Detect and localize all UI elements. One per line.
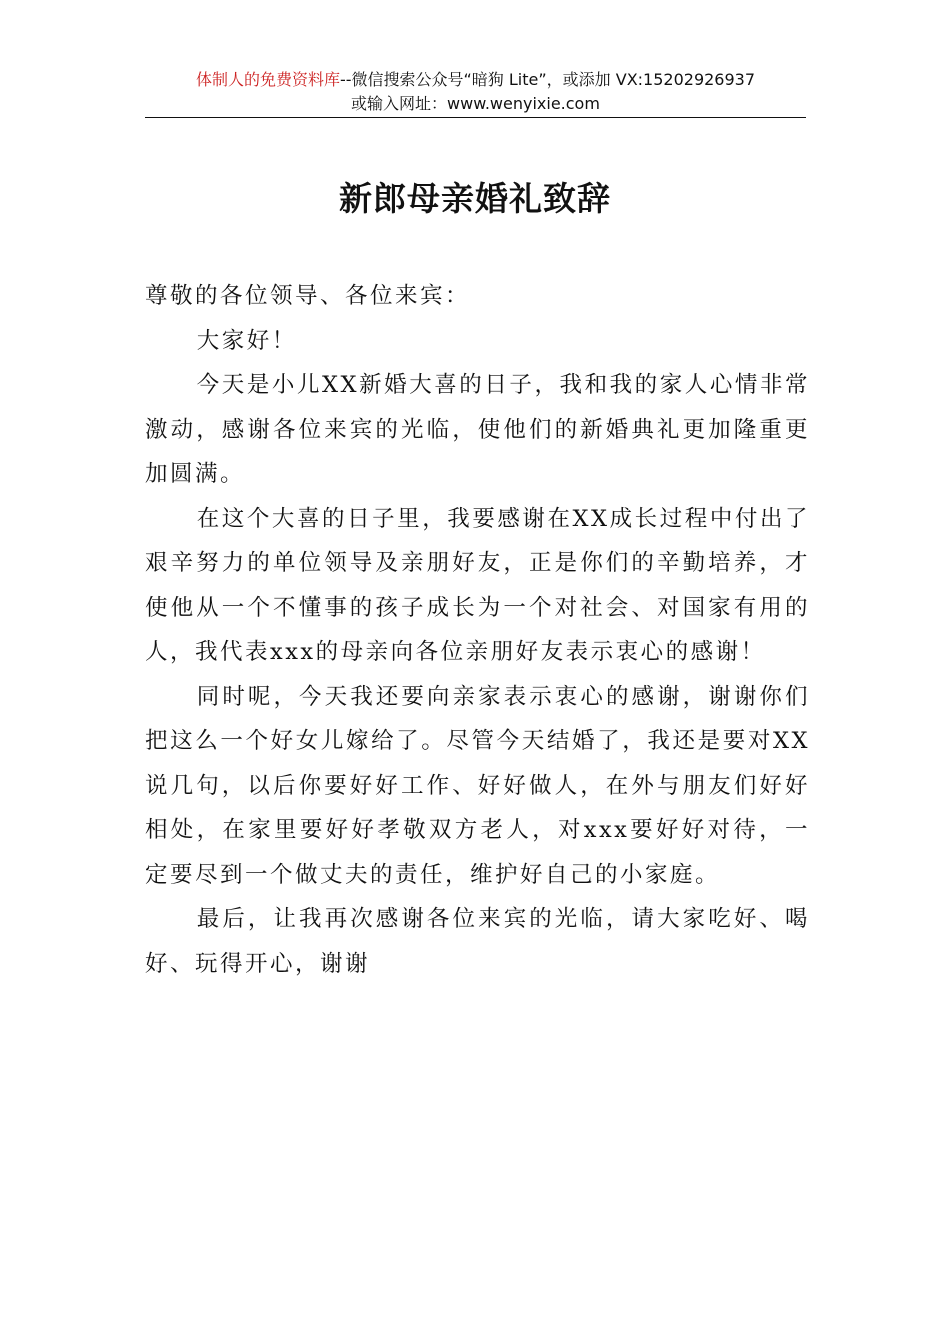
salutation: 尊敬的各位领导、各位来宾：: [145, 283, 471, 309]
paragraph-closing: 最后，让我再次感谢各位来宾的光临，请大家吃好、喝好、玩得开心，谢谢: [145, 906, 810, 977]
header-url-line: 或输入网址：www.wenyixie.com: [351, 94, 600, 113]
header-line-1: [145, 68, 806, 92]
paragraph-greeting: 大家好！: [196, 327, 297, 354]
document-body: [145, 274, 810, 986]
paragraph: 今天是小儿XX新婚大喜的日子，我和我的家人心情非常激动，感谢各位来宾的光临，使他们的新婚典礼更加隆重更加圆满。: [145, 372, 810, 487]
paragraph: 同时呢，今天我还要向亲家表示衷心的感谢，谢谢你们把这么一个好女儿嫁给了。尽管今天结婚了，我还是要对XX说几句，以后你要好好工作、好好做人，在外与朋友们好好相处，在家里要好好孝敬双方老人，对xxx要好好对待，一定要尽到一个做丈夫的责任，维护好自己的小家庭。: [145, 683, 810, 888]
header-divider: [145, 117, 806, 118]
page-header: [145, 68, 806, 116]
header-brand: 体制人的免费资料库: [195, 70, 340, 89]
document-title: 新郎母亲婚礼致辞: [339, 179, 611, 218]
paragraph: 在这个大喜的日子里，我要感谢在XX成长过程中付出了艰辛努力的单位领导及亲朋好友，正是你们的辛勤培养，才使他从一个不懂事的孩子成长为一个对社会、对国家有用的人，我代表xxx的母亲向各位亲朋好友表示衷心的感谢！: [145, 505, 810, 665]
header-info: --微信搜索公众号“暗狗 Lite”，或添加 VX:15202926937: [339, 70, 756, 89]
